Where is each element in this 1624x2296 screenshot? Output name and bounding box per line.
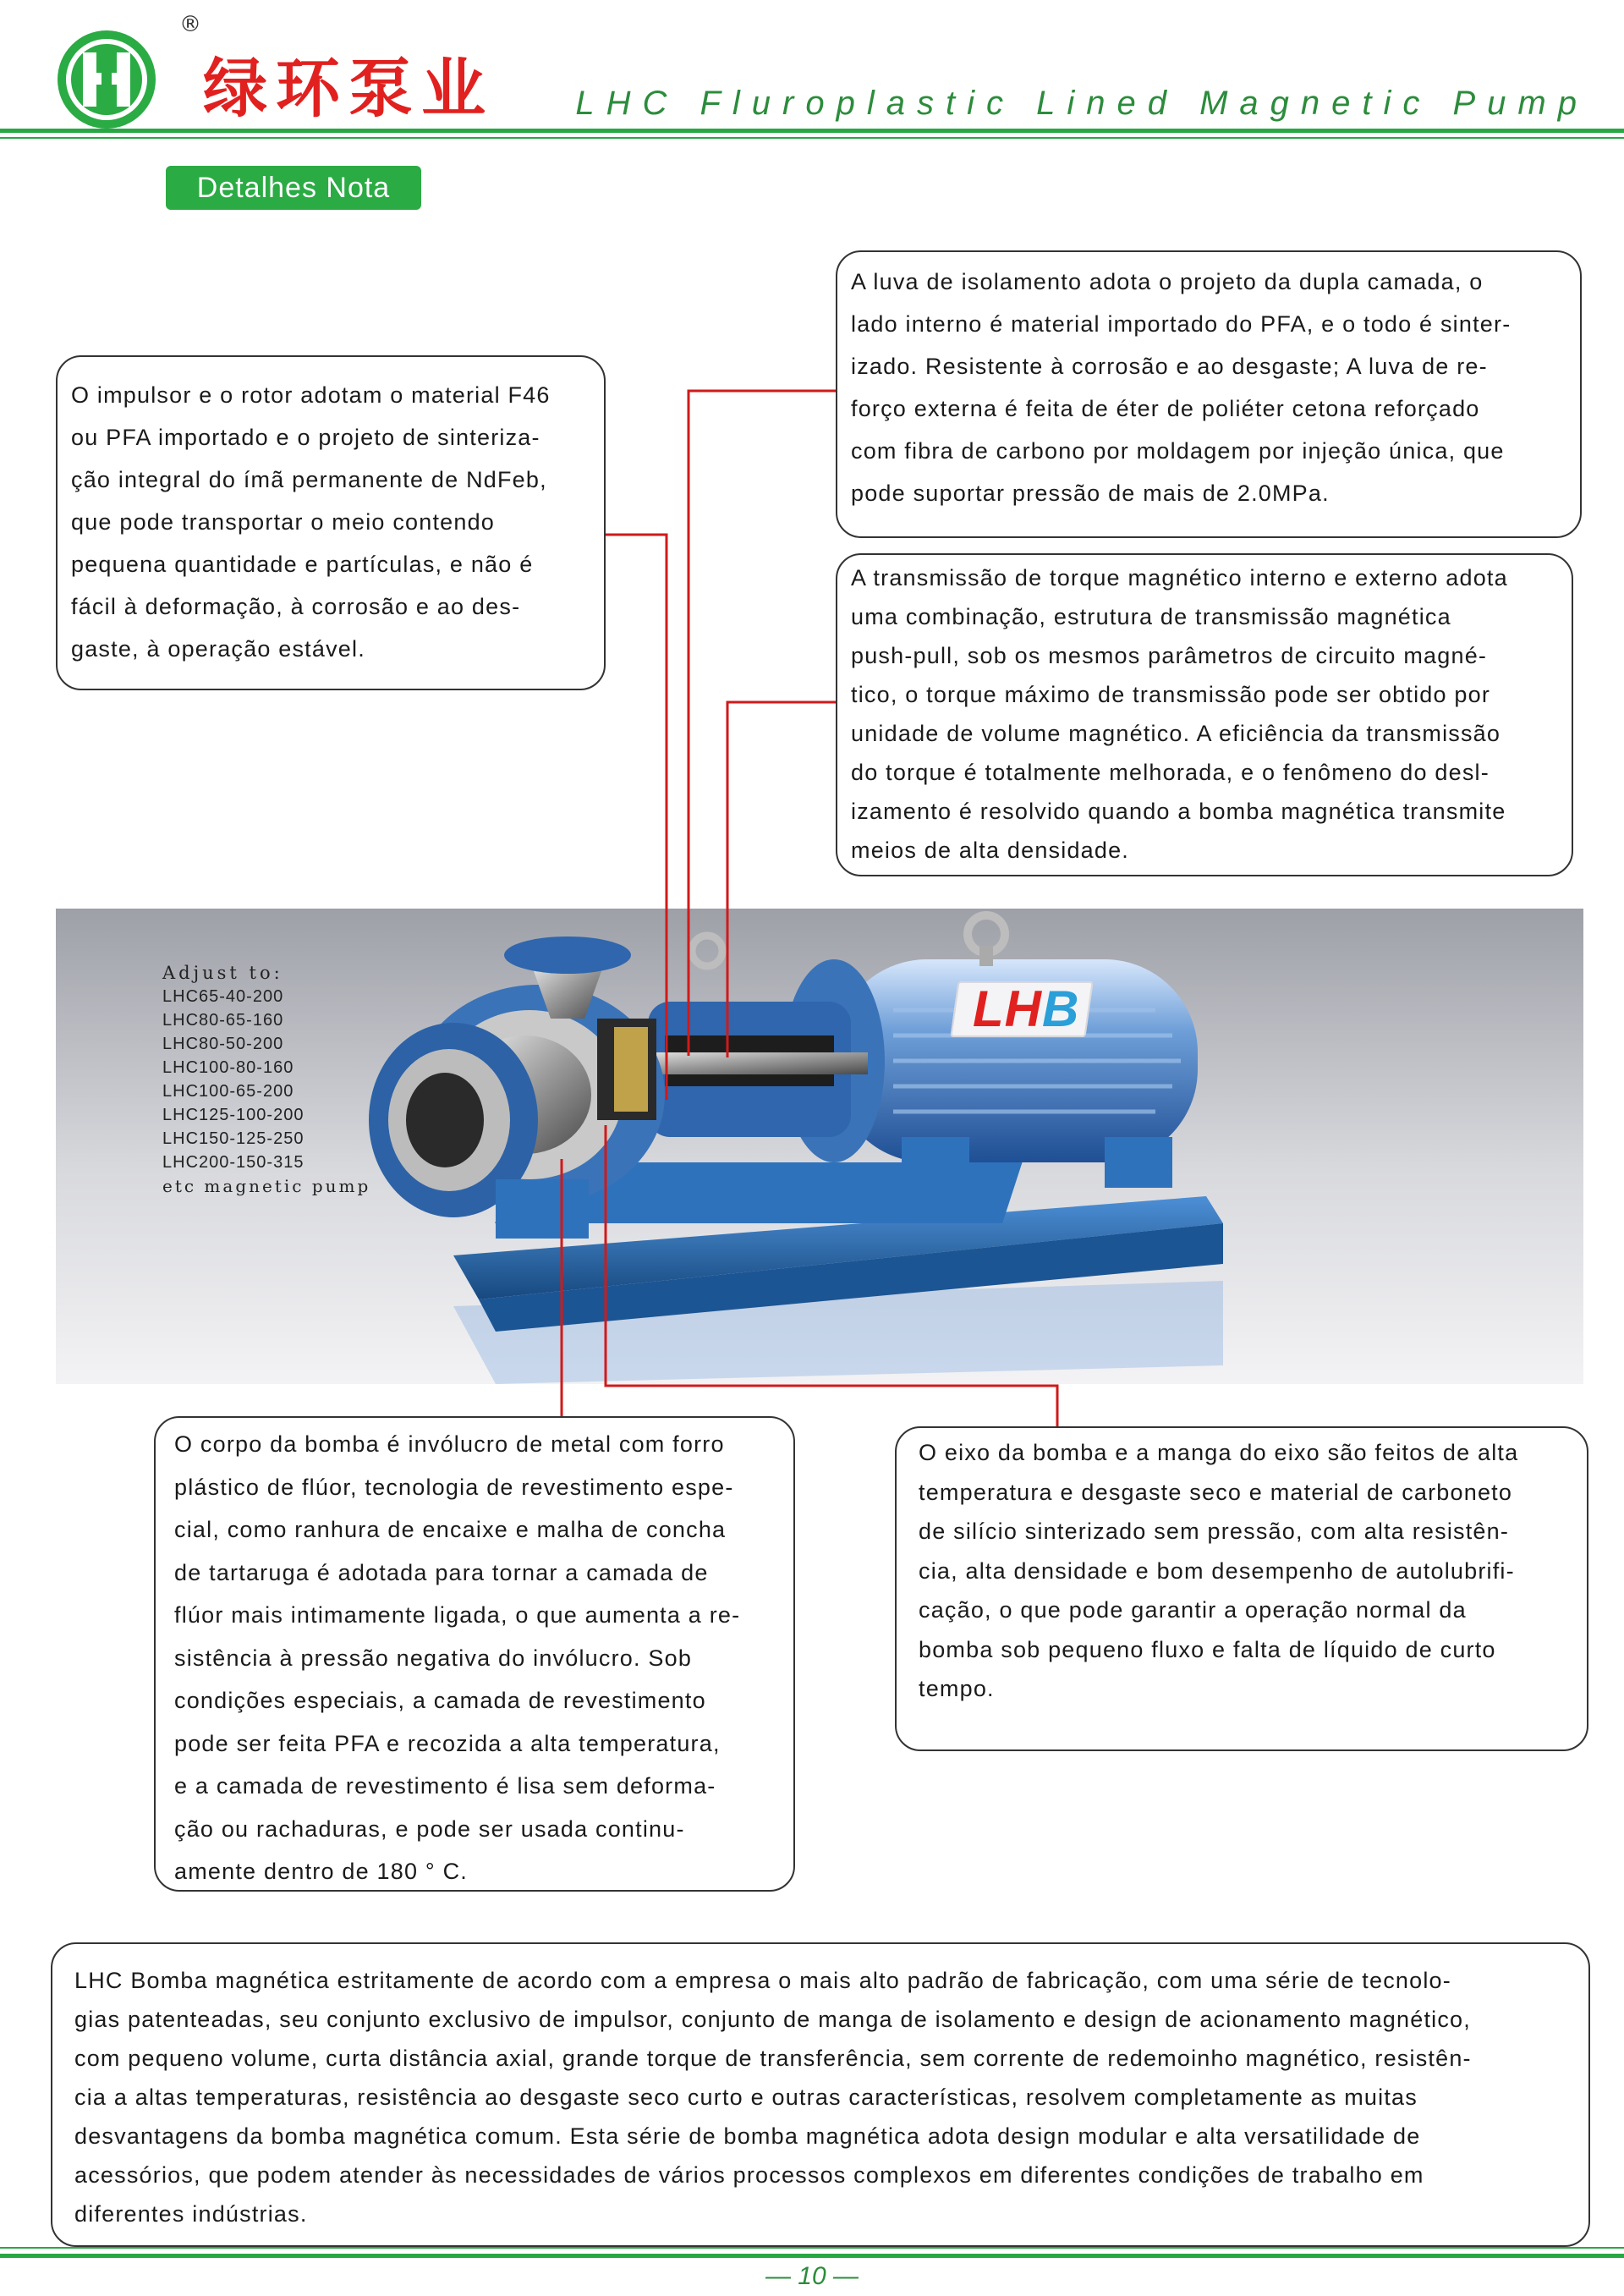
callout-line: A transmissão de torque magnético interno e externo adota <box>851 565 1508 590</box>
callout-line: cação, o que pode garantir a operação normal da <box>919 1597 1467 1623</box>
callout-line: do torque é totalmente melhorada, e o fenômeno do desl- <box>851 760 1490 785</box>
callout-line: com fibra de carbono por moldagem por injeção única, que <box>851 438 1505 464</box>
callout-impeller <box>56 355 606 690</box>
callout-line: cia, alta densidade e bom desempenho de autolubrifi- <box>919 1557 1515 1584</box>
motor-brand-logo: LHB <box>973 980 1080 1037</box>
callout-line: que pode transportar o meio contendo <box>71 509 496 535</box>
callout-line: izado. Resistente à corrosão e ao desgaste; A luva de re- <box>851 354 1488 379</box>
callout-line: bomba sob pequeno fluxo e falta de líquido de curto <box>919 1636 1496 1662</box>
callout-line: tico, o torque máximo de transmissão pode ser obtido por <box>851 682 1491 707</box>
callout-line: lado interno é material importado do PFA, e o todo é sinter- <box>851 311 1512 337</box>
footer-rule-thin <box>0 2247 1624 2249</box>
footer-rule <box>0 2254 1624 2258</box>
callout-line: fácil à deformação, à corrosão e ao des- <box>71 594 521 619</box>
model-item: LHC80-50-200 <box>162 1035 284 1053</box>
callout-line: O corpo da bomba é invólucro de metal com forro <box>174 1431 725 1457</box>
callout-line: pode suportar pressão de mais de 2.0MPa. <box>851 481 1330 506</box>
callout-line: tempo. <box>919 1676 995 1701</box>
model-list-heading: Adjust to: <box>162 963 283 983</box>
summary-line: diferentes indústrias. <box>74 2201 308 2227</box>
callout-line: condições especiais, a camada de revestimento <box>174 1688 706 1713</box>
callout-line: forço externa é feita de éter de poliéter cetona reforçado <box>851 396 1480 421</box>
callout-line: plástico de flúor, tecnologia de revestimento espe- <box>174 1474 734 1500</box>
header-rule <box>0 129 1624 133</box>
summary-line: desvantagens da bomba magnética comum. Esta série de bomba magnética adota design modular e alta versatilidade de <box>74 2123 1421 2149</box>
company-logo-icon <box>56 29 157 130</box>
callout-line: meios de alta densidade. <box>851 838 1130 863</box>
model-item: LHC100-65-200 <box>162 1082 294 1101</box>
callout-line: gaste, à operação estável. <box>71 636 365 662</box>
summary-box <box>51 1942 1590 2247</box>
model-item: LHC65-40-200 <box>162 987 284 1006</box>
callout-line: unidade de volume magnético. A eficiência da transmissão <box>851 721 1501 746</box>
model-item: LHC100-80-160 <box>162 1058 294 1077</box>
callout-line: izamento é resolvido quando a bomba magnética transmite <box>851 799 1506 824</box>
section-label: Detalhes Nota <box>166 166 421 210</box>
callout-pump-body <box>154 1416 795 1892</box>
summary-line: LHC Bomba magnética estritamente de acordo com a empresa o mais alto padrão de fabricação, com uma série de tecnolo- <box>74 1968 1451 1993</box>
summary-line: acessórios, que podem atender às necessidades de vários processos complexos em diferentes condições de trabalho em <box>74 2162 1424 2188</box>
callout-line: flúor mais intimamente ligada, o que aumenta a re- <box>174 1602 741 1628</box>
model-list-footnote: etc magnetic pump <box>162 1176 371 1196</box>
page-number: — 10 — <box>765 2262 859 2290</box>
callout-isolation-sleeve <box>836 250 1582 538</box>
callout-line: O eixo da bomba e a manga do eixo são feitos de alta <box>919 1440 1519 1465</box>
registered-mark: ® <box>179 12 201 37</box>
callout-line: ção integral do ímã permanente de NdFeb, <box>71 467 547 492</box>
callout-line: amente dentro de 180 ° C. <box>174 1859 468 1884</box>
header-title: LHC Fluroplastic Lined Magnetic Pump <box>575 85 1588 122</box>
callout-line: ou PFA importado e o projeto de sinteriza- <box>71 425 540 450</box>
summary-line: com pequeno volume, curta distância axial, grande torque de transferência, sem corrente de redemoinho magnético, resistên- <box>74 2046 1472 2071</box>
callout-line: A luva de isolamento adota o projeto da dupla camada, o <box>851 269 1484 294</box>
brand-name-cn: 绿环泵业 <box>203 51 494 126</box>
callout-line: ção ou rachaduras, e pode ser usada continu- <box>174 1815 685 1842</box>
callout-line: push-pull, sob os mesmos parâmetros de circuito magné- <box>851 643 1488 668</box>
callout-line: pode ser feita PFA e recozida a alta temperatura, <box>174 1730 721 1756</box>
callout-line: cial, como ranhura de encaixe e malha de concha <box>174 1517 727 1542</box>
model-item: LHC200-150-315 <box>162 1153 304 1172</box>
model-item: LHC150-125-250 <box>162 1129 304 1148</box>
model-list <box>162 961 370 1198</box>
callout-line: pequena quantidade e partículas, e não é <box>71 552 534 577</box>
callout-line: uma combinação, estrutura de transmissão magnética <box>851 604 1451 629</box>
callout-line: de silício sinterizado sem pressão, com alta resistên- <box>919 1519 1510 1544</box>
summary-line: gias patenteadas, seu conjunto exclusivo de impulsor, conjunto de manga de isolamento e design de acionamento magnético, <box>74 2007 1471 2032</box>
callout-line: sistência à pressão negativa do invólucro. Sob <box>174 1645 693 1671</box>
model-item: LHC80-65-160 <box>162 1011 284 1030</box>
callout-torque-transmission <box>836 553 1573 876</box>
summary-line: cia a altas temperaturas, resistência ao desgaste seco curto e outras características, resolvem completamente as muitas <box>74 2085 1418 2110</box>
callout-line: temperatura e desgaste seco e material de carboneto <box>919 1479 1513 1505</box>
callout-line: e a camada de revestimento é lisa sem deforma- <box>174 1773 716 1799</box>
callout-line: O impulsor e o rotor adotam o material F46 <box>71 382 551 408</box>
callout-shaft <box>895 1426 1588 1751</box>
header-rule-thin <box>0 137 1624 139</box>
callout-line: de tartaruga é adotada para tornar a camada de <box>174 1559 709 1585</box>
model-item: LHC125-100-200 <box>162 1106 304 1124</box>
